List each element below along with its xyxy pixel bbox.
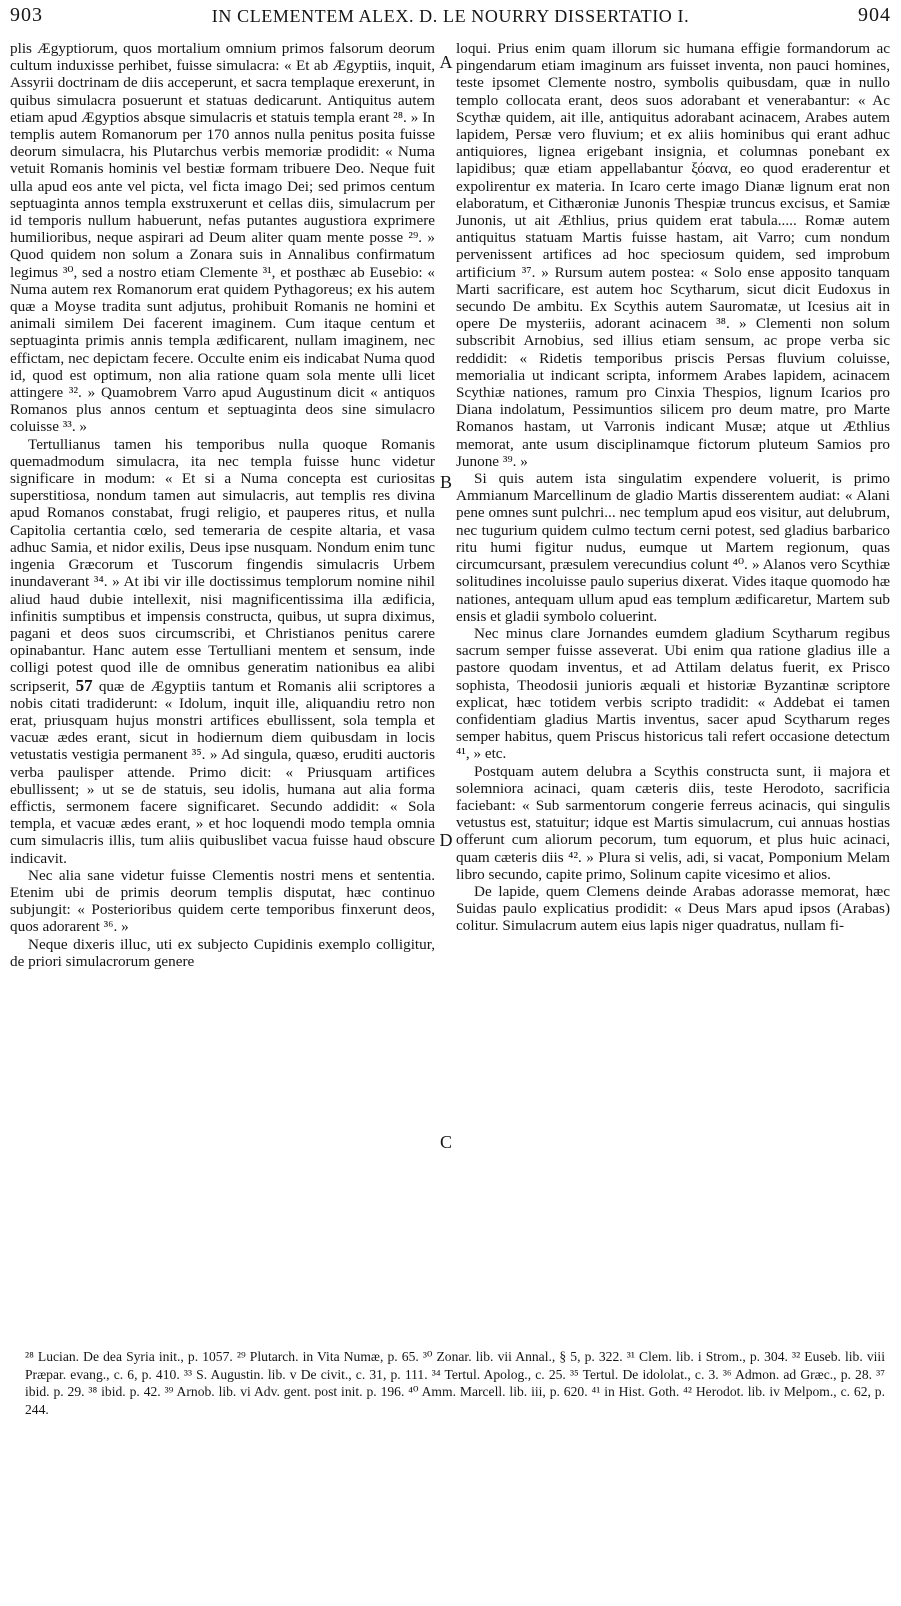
right-paragraph: Postquam autem delubra a Scythis constructa sunt, ii majora et solemniora acinaci, quam cæteris diis, teste Herodoto, sacrificia faciebant: « Sub sarmentorum congerie ferreus acinacis, qui singulis vetustus est, statuitur; idque est Martis simulacrum, cui annuas hostias offerunt cum aliorum pecorum, tum equorum, et plus huic acinaci, quam cæteris diis ⁴². » Plura si velis, adi, si vacat, Pomponium Melam libro secundo, capite primo, Solinum capite vicesimo et alios.	[456, 762, 890, 883]
left-paragraph-text: Tertullianus tamen his temporibus nulla quoque Romanis quemadmodum simulacra, ita nec templa fuisse hunc videtur significare in modum: « Et si a Numa concepta est curiositas superstitiosa, nondum tamen aut simulacris, aut templis res divina apud Romanos constabat, frugi religio, et pauperes ritus, et nulla Capitolia certantia cœlo, sed temeraria de cespite altaria, et vasa adhuc Samia, et nidor exilis, Deus ipse nusquam. Nondum enim tunc ingenia Græcorum et Tuscorum fingendis simulacris Urbem inundaverant ³⁴. » At ibi vir ille doctissimus templorum nomine nihil aliud haud dubie intellexit, nisi magnificentissima illa ædificia, infinitis sumptibus et impensis constructa, quibus, ut supra diximus, pagani et deos suos circumscribi, et Christianos penitus carere opinabantur. Hanc autem esse Tertulliani mentem et sensum, inde colligi potest quod ille de omnibus generatim nationibus ea alibi scripserit,	[10, 435, 435, 695]
left-page-number: 903	[10, 4, 43, 26]
left-paragraph: plis Ægyptiorum, quos mortalium omnium primos falsorum deorum cultum induxisse perhibet, fuisse simulacra: « Et ab Ægyptiis, inquit, Assyrii doctrinam de diis acceperunt, et sacra templaque erexerunt, in quibus simulacra posuerunt et statuas dedicarunt. Antiquitus autem etiam apud Ægyptios absque simulacris et statuis templa erant ²⁸. » In templis autem Romanorum per 170 annos nulla penitus posita fuisse deorum simulacra, his Plutarchus verbis memoriæ prodidit: « Numa vetuit Romanis hominis vel bestiæ formam tribuere Deo. Neque fuit ulla apud eos ante vel picta, vel ficta imago Dei; sed primos centum septuaginta annos templa exstruxerunt et cellas diis, simulacrum per id temporis nullum habuerunt, nefas putantes augustiora exprimere humilioribus, neque aspirari ad Deum aliter quam mente posse ²⁹. » Quod quidem non solum a Zonara suis in Annalibus confirmatum legimus ³⁰, sed a nostro etiam Clemente ³¹, et posthæc ab Eusebio: « Numa autem rex Romanorum erat quidem Pythagoreus; ex his autem quæ a Moyse tradita sunt adjutus, prohibuit Romanis ne homini et animali similem Dei facerent imaginem. Cum itaque centum et septuaginta primis annis templa ædificarent, nullam imaginem, nec effictam, nec depictam fecere. Occulte enim eis indicabat Numa quod id, quod est optimum, non alia ratione quam sola mente ulli licet attingere ³². » Quamobrem Varro apud Augustinum dicit « antiquos Romanos plus annos centum et septuaginta deos sine simulacro coluisse ³³. »	[10, 40, 435, 436]
running-header	[0, 4, 901, 32]
right-paragraph: Nec minus clare Jornandes eumdem gladium Scytharum regibus sacrum semper fuisse asseverat. Ubi enim qua ratione gladius ille a pastore quodam inventus, et ad Attilam delatus fuerit, ex Prisco sophista, Theodosii junioris æquali et historiæ Byzantinæ scriptore explicat, hæc totidem verbis scripto tradidit: « Addebat ei tamen confidentiam gladius Martis inventus, sacer apud Scytharum reges semper habitus, quem Priscus historicus tali refert occasione detectum ⁴¹, » etc.	[456, 624, 890, 763]
right-paragraph: Si quis autem ista singulatim expendere voluerit, is primo Ammianum Marcellinum de gladio Martis disserentem audiat: « Alani pene omnes sunt pulchri... nec templum apud eos visitur, aut delubrum, nec tugurium quidem culmo tectum cerni potest, sed gladius barbarico ritu humi figitur nudus, eumque ut Martem regionum, quas circumcursant, præsulem verecundius colunt ⁴⁰. » Alanos vero Scythiæ solitudines incoluisse paulo superius dixerat. Vides itaque quomodo hæ nationes, antequam ullum apud eas templum ædificaretur, Martem sub ensis et gladii symbolo coluerint.	[456, 470, 890, 625]
left-paragraph: Neque dixeris illuc, uti ex subjecto Cupidinis exemplo colligitur, de priori simulacrorum genere	[10, 935, 435, 970]
left-column	[10, 40, 435, 970]
footnotes: ²⁸ Lucian. De dea Syria init., p. 1057. ²⁹ Plutarch. in Vita Numæ, p. 65. ³⁰ Zonar. lib. vii Annal., § 5, p. 322. ³¹ Clem. lib. i Strom., p. 304. ³² Euseb. lib. viii Præpar. evang., c. 6, p. 410. ³³ S. Augustin. lib. v De civit., c. 31, p. 111. ³⁴ Tertul. Apolog., c. 25. ³⁵ Tertul. De idololat., c. 3. ³⁶ Admon. ad Græc., p. 28. ³⁷ ibid. p. 29. ³⁸ ibid. p. 42. ³⁹ Arnob. lib. vi Adv. gent. post init. p. 196. ⁴⁰ Amm. Marcell. lib. iii, p. 620. ⁴¹ in Hist. Goth. ⁴² Herodot. lib. iv Melpom., c. 62, p. 244.	[25, 1349, 885, 1417]
margin-letters	[437, 40, 455, 1152]
right-paragraph: loqui. Prius enim quam illorum sic humana effigie formandorum ac pingendarum etiam imaginum ars fuisset inventa, non pauci homines, teste ipsomet Clemente nostro, symbolis quibusdam, quæ in nullo templo collocata erant, deos suos adorabant et venerabantur: « Ac Scythæ quidem, ait ille, antiquitus adorabant acinacem, Arabes autem lapidem, Persæ vero fluvium; et ex aliis hominibus qui erant adhuc antiquiores, lignea erigebant insignia, et columnas ponebant ex lapidibus; quæ etiam appellabantur ξόανα, eo quod eraderentur et expolirentur ex materia. In Icaro certe imago Dianæ lignum erat non elaboratum, et Cithæroniæ Junonis Thespiæ truncus excisus, et Samiæ Junonis, ut ait Æthlius, prius quidem erat tabula..... Romæ autem antiquitus statuam Martis fuisse hastam, ait Varro; cum nondum pervenissent artifices ad hoc speciosum quidem, sed improbum artificium ³⁷. » Rursum autem postea: « Solo ense apposito tanquam Marti sacrificare, est autem hoc Scytharum, sicut dicit Eudoxus in secundo De ambitu. Ex Scythis autem Sauromatæ, ut Icesius ait in opere De mysteriis, adorant acinacem ³⁸. » Clementi non solum subscribit Arnobius, sed illius etiam sensum, ac prope verba sic reddidit: « Ridetis temporibus priscis Persas fluvium coluisse, memorialia ut indicant scripta, informem Arabes lapidem, acinacem Scythiæ nationes, ramum pro Cinxia Thespios, lignum Icarios pro Diana indolatum, Pessimuntios silicem pro deum matre, pro Marte Romanos hastam, ut Varronis indicant Musæ; atque ut Æthlius memorat, ante usum disciplinamque fictorum pluteum Samios pro Junone ³⁹. »	[456, 40, 890, 470]
right-paragraph: De lapide, quem Clemens deinde Arabas adorasse memorat, hæc Suidas paulo explicatius prodidit: « Deus Mars apud ipsos (Arabas) colitur. Simulacrum autem eius lapis niger quadratus, nullam fi-	[456, 882, 890, 935]
right-page-number: 904	[858, 4, 891, 26]
left-paragraph	[10, 436, 435, 867]
margin-letter-a: A	[439, 52, 453, 72]
inline-number: 57	[75, 675, 93, 695]
margin-letter-d: D	[439, 830, 453, 850]
running-title: IN CLEMENTEM ALEX. D. LE NOURRY DISSERTATIO I.	[211, 6, 690, 26]
margin-letter-b: B	[439, 472, 452, 492]
left-paragraph-continuation: quæ de Ægyptiis tantum et Romanis alii scriptores a nobis citati tradiderunt: « Idolum, inquit ille, aliquandiu retro non erat, priusquam hujus monstri artifices ebullissent, sola templa et vacuæ ædes erant, sicut in hodiernum diem quibusdam in locis vetustatis vestigia permanent ³⁵. » Ad singula, quæso, eruditi auctoris verba paulisper attende. Primo dicit: « Priusquam artifices ebullissent; » ut se de statuis, seu idolis, humana aut alia forma effictis, sermonem facere significaret. Secundo addidit: « Sola templa, et vacuæ ædes erant, » et hoc loquendi modo templa omnia cum simulacris illis, tum aliis quibuslibet vacua fuisse haud obscure indicavit.	[10, 677, 435, 867]
left-paragraph: Nec alia sane videtur fuisse Clementis nostri mens et sententia. Etenim ubi de primis deorum templis disputat, hæc continuo subjungit: « Posterioribus quidem certe temporibus finxerunt deos, quos adorarent ³⁶. »	[10, 866, 435, 936]
right-column	[456, 40, 890, 935]
margin-letter-c: C	[439, 1132, 452, 1152]
